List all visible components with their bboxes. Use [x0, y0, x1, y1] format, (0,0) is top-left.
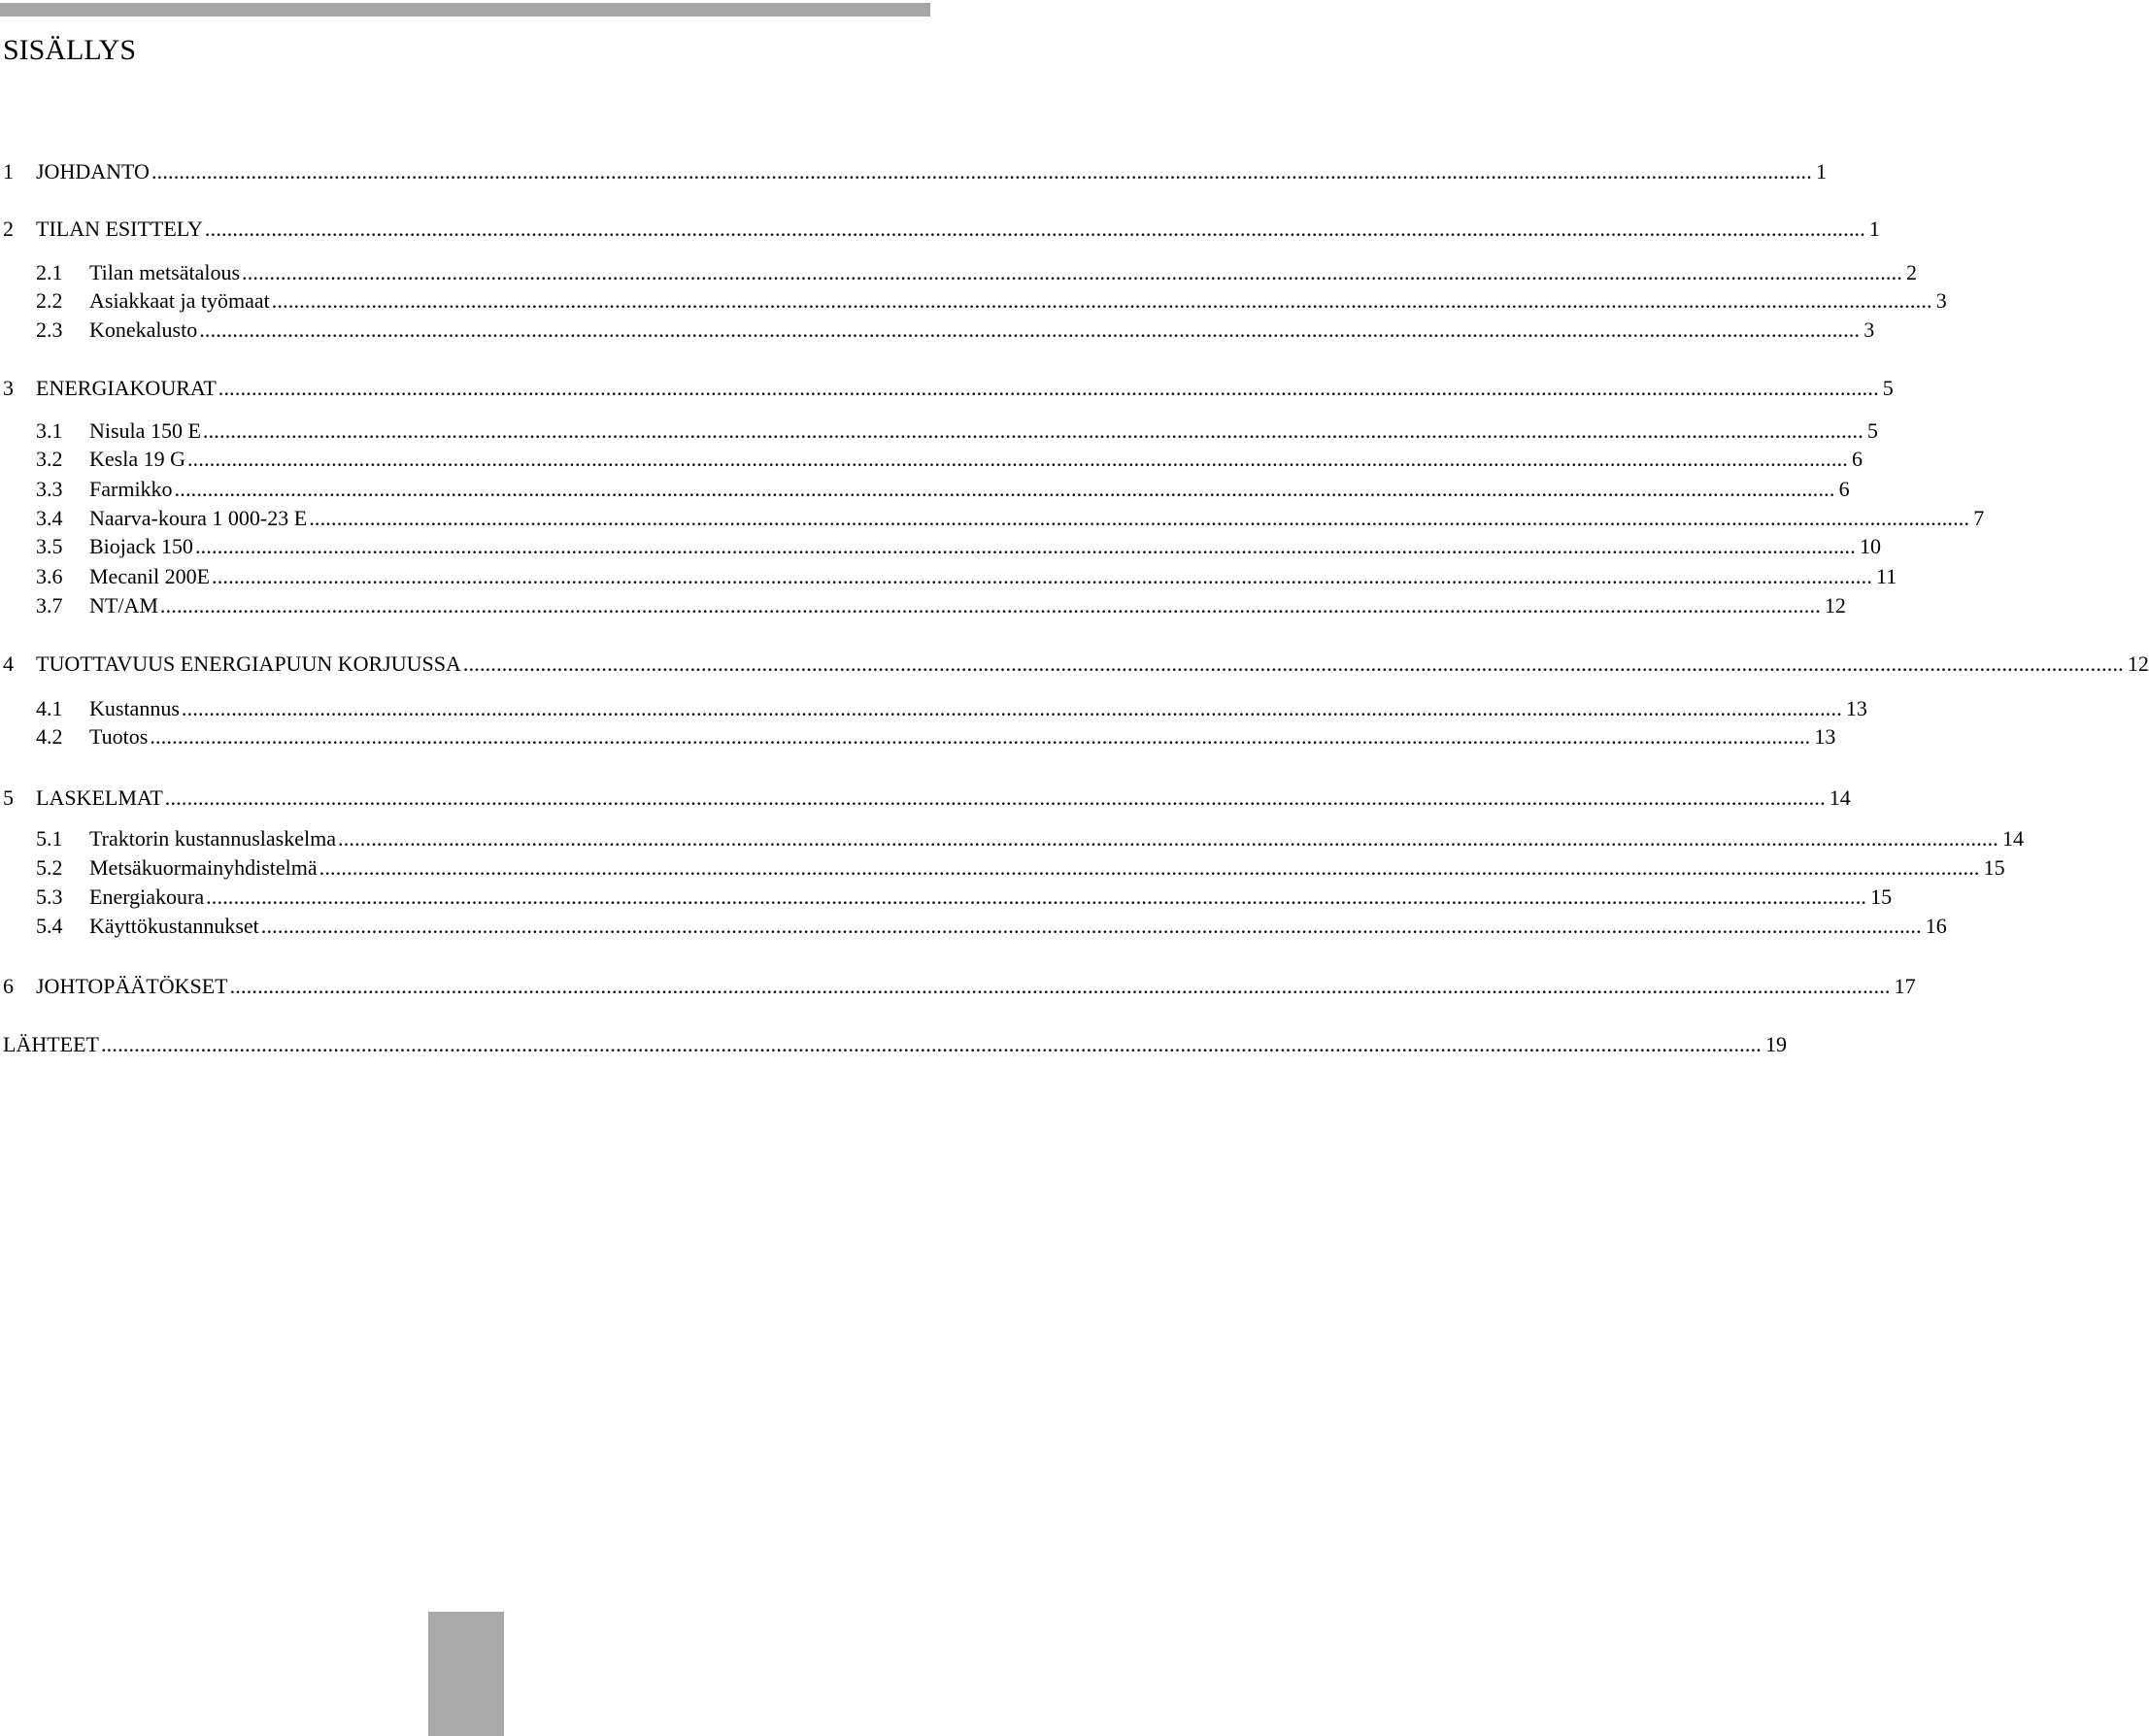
toc-entry[interactable]: [36, 854, 2005, 882]
dot-leader: ............................................................................................................................................................................................................................................................................................................: [151, 159, 1812, 184]
toc-entry[interactable]: [36, 695, 1867, 722]
toc-entry[interactable]: [36, 884, 1893, 911]
toc-entry[interactable]: [36, 287, 1947, 315]
dot-leader: ............................................................................................................................................................................................................................................................................................................: [206, 885, 1867, 909]
toc-entry-label: Tuotos: [89, 724, 149, 749]
toc-entry-label: Naarva-koura 1 000-23 E: [89, 506, 308, 530]
toc-entry-number: 3.7: [36, 593, 63, 618]
dot-leader: ............................................................................................................................................................................................................................................................................................................: [174, 477, 1835, 501]
toc-entry[interactable]: [36, 825, 2024, 852]
toc-entry-page: 11: [1876, 564, 1897, 588]
toc-entry[interactable]: [36, 476, 1850, 503]
toc-entry-number: 5.2: [36, 855, 63, 880]
dot-leader: ............................................................................................................................................................................................................................................................................................................: [186, 447, 1848, 471]
toc-entry-label: Konekalusto: [89, 317, 198, 342]
toc-entry-number: 3.2: [36, 447, 63, 471]
toc-entry-number: 2.2: [36, 288, 63, 313]
toc-title: SISÄLLYS: [3, 34, 137, 66]
toc-entry-number: 5.3: [36, 885, 63, 909]
toc-entry-page: 1: [1868, 217, 1880, 241]
toc-entry-label: LASKELMAT: [36, 785, 163, 810]
dot-leader: ............................................................................................................................................................................................................................................................................................................: [204, 217, 1865, 241]
dot-leader: ............................................................................................................................................................................................................................................................................................................: [181, 696, 1842, 720]
toc-entry-number: 3.4: [36, 506, 63, 530]
toc-entry-page: 3: [1864, 317, 1875, 342]
toc-entry[interactable]: [36, 417, 1878, 445]
toc-entry-label: Metsäkuormainyhdistelmä: [89, 855, 318, 880]
dot-leader: ............................................................................................................................................................................................................................................................................................................: [271, 288, 1932, 313]
toc-entry-page: 5: [1866, 418, 1878, 443]
toc-entry-number: 3.6: [36, 564, 63, 588]
dot-leader: ............................................................................................................................................................................................................................................................................................................: [194, 534, 1856, 558]
toc-entry-page: 17: [1894, 974, 1916, 998]
toc-entry-label: Farmikko: [89, 477, 173, 501]
toc-entry[interactable]: [36, 913, 1947, 940]
toc-entry-page: 1: [1815, 159, 1827, 184]
toc-entry-label: Nisula 150 E: [89, 418, 201, 443]
dot-leader: ............................................................................................................................................................................................................................................................................................................: [212, 564, 1873, 588]
dot-leader: ............................................................................................................................................................................................................................................................................................................: [202, 418, 1864, 443]
toc-entry-page: 6: [1851, 447, 1863, 471]
toc-entry-label: TILAN ESITTELY: [36, 217, 203, 241]
toc-entry-page: 12: [2127, 651, 2149, 676]
toc-entry-label: Energiakoura: [89, 885, 205, 909]
toc-entry-label: Tilan metsätalous: [89, 260, 241, 284]
toc-entry-page: 14: [1829, 785, 1851, 810]
toc-entry-label: Asiakkaat ja työmaat: [89, 288, 270, 313]
toc-entry-label: ENERGIAKOURAT: [36, 376, 217, 400]
toc-entry-label: Biojack 150: [89, 534, 193, 558]
toc-entry-number: 3.1: [36, 418, 63, 443]
toc-entry-page: 2: [1906, 260, 1918, 284]
toc-entry-page: 19: [1764, 1032, 1787, 1056]
toc-entry[interactable]: [3, 1031, 1787, 1058]
toc-entry-page: 15: [1983, 855, 2005, 880]
toc-entry-number: 5.1: [36, 826, 63, 851]
toc-entry-page: 14: [2002, 826, 2024, 851]
toc-entry-number: 4: [3, 651, 14, 676]
toc-entry-label: Traktorin kustannuslaskelma: [89, 826, 336, 851]
toc-entry-number: 6: [3, 974, 14, 998]
toc-entry-label: Mecanil 200E: [89, 564, 211, 588]
dot-leader: ............................................................................................................................................................................................................................................................................................................: [159, 593, 1821, 618]
dot-leader: ............................................................................................................................................................................................................................................................................................................: [338, 826, 1998, 851]
toc-entry[interactable]: [36, 592, 1846, 619]
toc-entry[interactable]: [36, 723, 1836, 751]
toc-entry-label: JOHTOPÄÄTÖKSET: [36, 974, 228, 998]
dot-leader: ............................................................................................................................................................................................................................................................................................................: [100, 1032, 1762, 1056]
dot-leader: ............................................................................................................................................................................................................................................................................................................: [150, 724, 1811, 749]
toc-entry[interactable]: [36, 446, 1863, 473]
toc-entry[interactable]: [3, 158, 1827, 185]
toc-entry[interactable]: [36, 317, 1875, 344]
toc-entry[interactable]: [36, 259, 1918, 286]
dot-leader: ............................................................................................................................................................................................................................................................................................................: [199, 317, 1861, 342]
toc-entry-label: Käyttökustannukset: [89, 914, 259, 938]
dot-leader: ............................................................................................................................................................................................................................................................................................................: [462, 651, 2124, 676]
toc-entry-number: 3: [3, 376, 14, 400]
page-number-marker: [428, 1612, 504, 1736]
toc-entry-number: 5.4: [36, 914, 63, 938]
toc-entry-label: TUOTTAVUUS ENERGIAPUUN KORJUUSSA: [36, 651, 461, 676]
toc-entry-label: Kesla 19 G: [89, 447, 185, 471]
toc-entry-label: LÄHTEET: [3, 1032, 99, 1056]
toc-entry-page: 10: [1859, 534, 1881, 558]
toc-entry-page: 15: [1870, 885, 1893, 909]
toc-entry-page: 5: [1882, 376, 1894, 400]
toc-entry-number: 3.5: [36, 534, 63, 558]
toc-entry-number: 2.1: [36, 260, 63, 284]
toc-entry[interactable]: [36, 505, 1985, 532]
dot-leader: ............................................................................................................................................................................................................................................................................................................: [229, 974, 1891, 998]
dot-leader: ............................................................................................................................................................................................................................................................................................................: [218, 376, 1879, 400]
dot-leader: ............................................................................................................................................................................................................................................................................................................: [242, 260, 1903, 284]
toc-entry-page: 13: [1845, 696, 1867, 720]
dot-leader: ............................................................................................................................................................................................................................................................................................................: [309, 506, 1970, 530]
toc-entry-number: 1: [3, 159, 14, 184]
toc-entry[interactable]: [3, 973, 1916, 1000]
dot-leader: ............................................................................................................................................................................................................................................................................................................: [260, 914, 1922, 938]
toc-entry-page: 12: [1824, 593, 1846, 618]
toc-entry-number: 2.3: [36, 317, 63, 342]
toc-entry-label: Kustannus: [89, 696, 180, 720]
toc-entry[interactable]: [36, 563, 1897, 590]
toc-entry[interactable]: [3, 216, 1880, 243]
toc-entry-page: 13: [1814, 724, 1836, 749]
toc-entry-page: 7: [1973, 506, 1985, 530]
toc-entry-label: JOHDANTO: [36, 159, 150, 184]
toc-entry-number: 3.3: [36, 477, 63, 501]
toc-entry-label: NT/AM: [89, 593, 158, 618]
toc-entry-page: 6: [1838, 477, 1850, 501]
toc-entry-number: 4.2: [36, 724, 63, 749]
toc-entry-page: 3: [1935, 288, 1947, 313]
toc-entry-number: 5: [3, 785, 14, 810]
toc-entry[interactable]: [36, 533, 1881, 560]
dot-leader: ............................................................................................................................................................................................................................................................................................................: [319, 855, 1980, 880]
toc-entry-number: 4.1: [36, 696, 63, 720]
top-rule: [0, 3, 930, 17]
dot-leader: ............................................................................................................................................................................................................................................................................................................: [164, 785, 1826, 810]
toc-entry[interactable]: [3, 651, 2149, 678]
toc-entry-page: 16: [1925, 914, 1947, 938]
toc-entry[interactable]: [3, 375, 1894, 402]
toc-entry-number: 2: [3, 217, 14, 241]
toc-entry[interactable]: [3, 785, 1851, 812]
